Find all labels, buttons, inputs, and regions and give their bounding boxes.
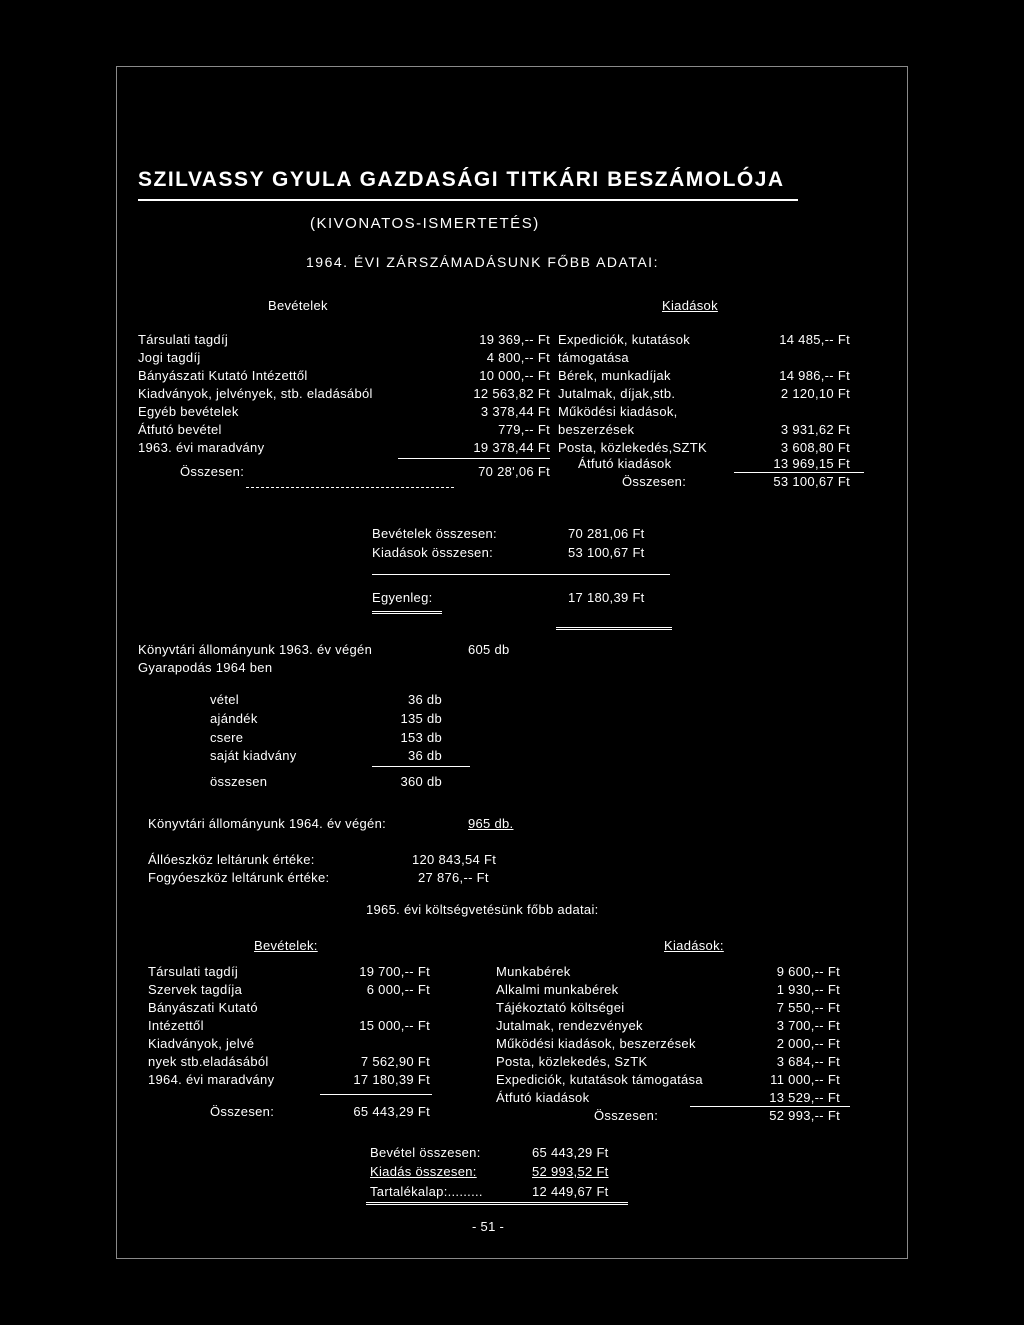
fixed-assets-value: 120 843,54 Ft [412,852,497,867]
budget-income-amount-7: 17 180,39 Ft [353,1072,430,1087]
budget-income-label-6: nyek stb.eladásából [148,1054,269,1069]
budget-expense-total-rule [690,1106,850,1107]
report-title: SZILVASSY GYULA GAZDASÁGI TITKÁRI BESZÁMOLÓJA [138,168,785,191]
library-item-label-1: vétel [210,692,239,707]
balance-value-underline [556,627,672,630]
library-stock-1964-label: Könyvtári állományunk 1964. év végén: [148,816,387,831]
expense-amount-7: 3 608,80 Ft [780,440,850,455]
budget-expense-label-6: Posta, közlekedés, SzTK [496,1054,648,1069]
expense-total-rule [734,472,864,473]
budget-income-total-label: Összesen: [210,1104,275,1119]
budget-expense-amount-2: 1 930,-- Ft [776,982,840,997]
income-amount-6: 779,-- Ft [498,422,550,437]
budget-heading: 1965. évi költségvetésünk főbb adatai: [366,902,599,917]
summary-rule [372,574,670,575]
income-label-4: Kiadványok, jelvények, stb. eladásából [138,386,373,401]
expense-heading: Kiadások [662,298,718,313]
budget-expense-heading: Kiadások: [664,938,724,953]
budget-income-amount-4: 15 000,-- Ft [359,1018,430,1033]
budget-income-amount-6: 7 562,90 Ft [360,1054,430,1069]
budget-summary-expense-value: 52 993,52 Ft [532,1164,609,1179]
budget-summary-income-label: Bevétel összesen: [370,1145,481,1160]
expense-amount-4: 2 120,10 Ft [780,386,850,401]
income-total-rule [398,458,550,459]
income-label-6: Átfutó bevétel [138,422,222,437]
consumables-value: 27 876,-- Ft [418,870,489,885]
library-stock-1964-value: 965 db. [468,816,514,831]
balance-value: 17 180,39 Ft [568,590,645,605]
budget-summary-expense-label: Kiadás összesen: [370,1164,477,1179]
library-item-value-3: 153 db [400,730,442,745]
expense-label-5: Működési kiadások, [558,404,678,419]
budget-expense-total-label: Összesen: [594,1108,659,1123]
reserve-double-rule [366,1202,628,1205]
budget-income-label-2: Szervek tagdíja [148,982,243,997]
budget-expense-label-5: Működési kiadások, beszerzések [496,1036,696,1051]
title-underline [138,199,798,201]
library-item-value-4: 36 db [407,748,442,763]
balance-label-underline [372,611,442,614]
budget-income-label-5: Kiadványok, jelvé [148,1036,255,1051]
expense-amount-8: 13 969,15 Ft [773,456,850,471]
budget-expense-total-value: 52 993,-- Ft [769,1108,840,1123]
library-stock-1963-label: Könyvtári állományunk 1963. év végén [138,642,373,657]
income-amount-5: 3 378,44 Ft [480,404,550,419]
income-amount-4: 12 563,82 Ft [473,386,550,401]
budget-income-amount-1: 19 700,-- Ft [359,964,430,979]
expense-label-3: Bérek, munkadíjak [558,368,671,383]
library-item-value-1: 36 db [407,692,442,707]
budget-expense-label-1: Munkabérek [496,964,571,979]
expense-label-7: Posta, közlekedés,SZTK [558,440,707,455]
income-total-value: 70 28',06 Ft [478,464,550,479]
year-heading: 1964. ÉVI ZÁRSZÁMADÁSUNK FŐBB ADATAI: [306,254,659,270]
expense-amount-1: 14 485,-- Ft [779,332,850,347]
income-amount-7: 19 378,44 Ft [473,440,550,455]
budget-income-total-rule [320,1094,432,1095]
library-item-label-2: ajándék [210,711,258,726]
expense-total-label: Összesen: [622,474,687,489]
budget-expense-amount-8: 13 529,-- Ft [769,1090,840,1105]
income-total-label: Összesen: [180,464,245,479]
budget-expense-amount-5: 2 000,-- Ft [776,1036,840,1051]
expense-label-6: beszerzések [558,422,635,437]
budget-income-label-4: Intézettől [148,1018,204,1033]
summary-expense-value: 53 100,67 Ft [568,545,645,560]
budget-expense-label-7: Expediciók, kutatások támogatása [496,1072,703,1087]
expense-total-value: 53 100,67 Ft [773,474,850,489]
summary-expense-label: Kiadások összesen: [372,545,494,560]
library-total-value: 360 db [400,774,442,789]
budget-expense-label-8: Átfutó kiadások [496,1090,590,1105]
page-number: - 51 - [472,1219,505,1234]
budget-expense-label-4: Jutalmak, rendezvények [496,1018,643,1033]
budget-income-label-3: Bányászati Kutató [148,1000,258,1015]
balance-label: Egyenleg: [372,590,433,605]
summary-income-value: 70 281,06 Ft [568,526,645,541]
budget-expense-amount-6: 3 684,-- Ft [776,1054,840,1069]
library-item-value-2: 135 db [400,711,442,726]
library-item-label-3: csere [210,730,244,745]
income-heading: Bevételek [268,298,328,313]
expense-label-1: Expediciók, kutatások [558,332,691,347]
expense-amount-3: 14 986,-- Ft [779,368,850,383]
expense-label-4: Jutalmak, díjak,stb. [558,386,676,401]
expense-label-2: támogatása [558,350,629,365]
income-amount-1: 19 369,-- Ft [479,332,550,347]
budget-income-heading: Bevételek: [254,938,318,953]
budget-income-total-value: 65 443,29 Ft [353,1104,430,1119]
reserve-value: 12 449,67 Ft [532,1184,609,1199]
income-label-3: Bányászati Kutató Intézettől [138,368,308,383]
income-label-5: Egyéb bevételek [138,404,239,419]
expense-label-8: Átfutó kiadások [578,456,672,471]
budget-income-amount-2: 6 000,-- Ft [366,982,430,997]
summary-income-label: Bevételek összesen: [372,526,497,541]
income-amount-3: 10 000,-- Ft [479,368,550,383]
budget-expense-amount-1: 9 600,-- Ft [776,964,840,979]
budget-income-label-7: 1964. évi maradvány [148,1072,275,1087]
income-label-1: Társulati tagdíj [138,332,229,347]
consumables-label: Fogyóeszköz leltárunk értéke: [148,870,330,885]
budget-expense-amount-7: 11 000,-- Ft [770,1072,840,1087]
income-label-7: 1963. évi maradvány [138,440,265,455]
reserve-label: Tartalékalap:......... [370,1184,483,1199]
budget-income-label-1: Társulati tagdíj [148,964,239,979]
fixed-assets-label: Állóeszköz leltárunk értéke: [148,852,315,867]
library-total-rule [372,766,470,767]
budget-expense-amount-4: 3 700,-- Ft [776,1018,840,1033]
library-item-label-4: saját kiadvány [210,748,297,763]
budget-summary-income-value: 65 443,29 Ft [532,1145,609,1160]
budget-expense-label-2: Alkalmi munkabérek [496,982,619,997]
income-label-2: Jogi tagdíj [138,350,201,365]
library-stock-1963-value: 605 db [468,642,510,657]
report-subtitle: (KIVONATOS-ISMERTETÉS) [310,215,540,232]
budget-expense-label-3: Tájékoztató költségei [496,1000,625,1015]
income-amount-2: 4 800,-- Ft [486,350,550,365]
budget-expense-amount-3: 7 550,-- Ft [776,1000,840,1015]
dashed-rule [246,487,454,488]
library-total-label: összesen [210,774,268,789]
library-growth-label: Gyarapodás 1964 ben [138,660,273,675]
expense-amount-6: 3 931,62 Ft [780,422,850,437]
